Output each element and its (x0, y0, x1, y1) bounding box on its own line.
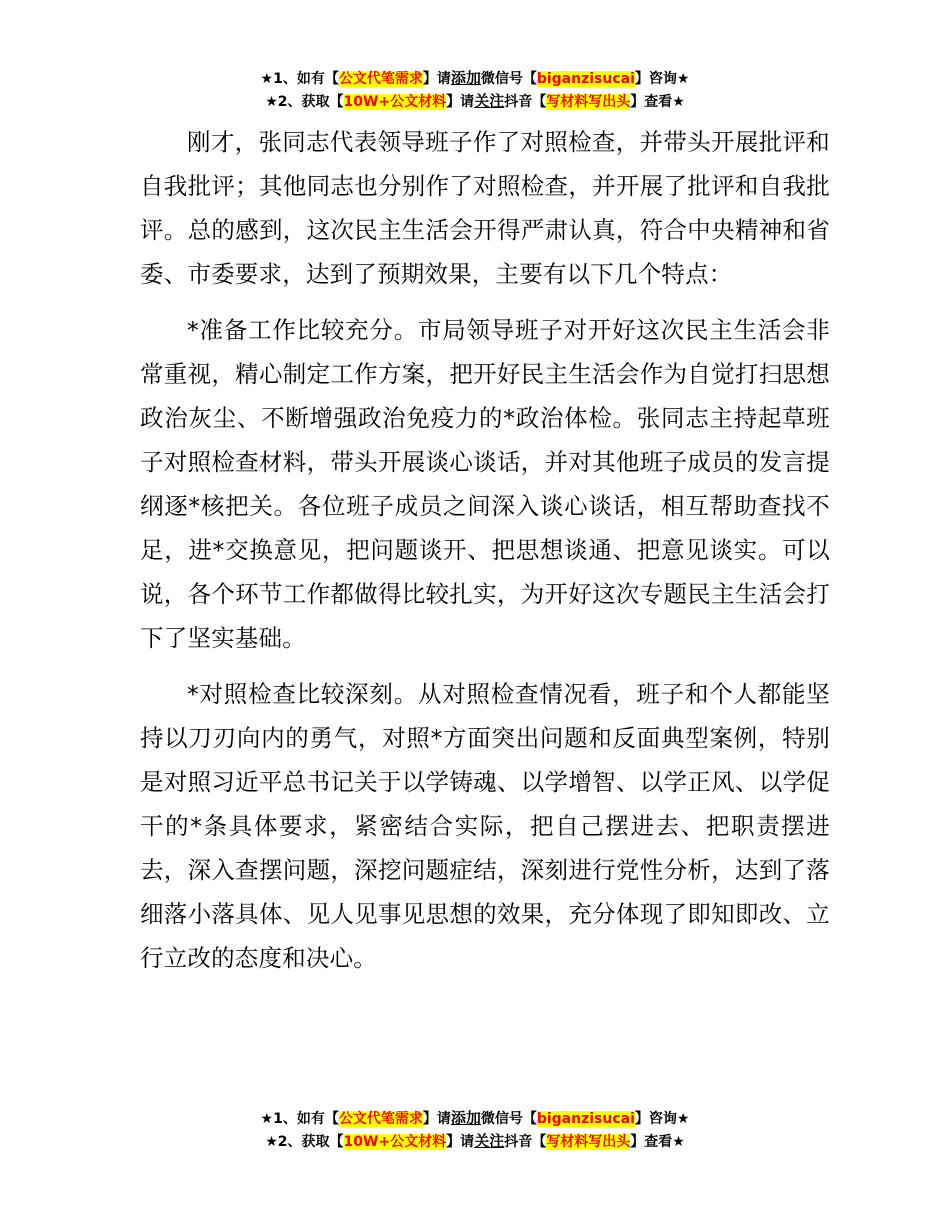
banner-text: 】请 (422, 1111, 451, 1127)
banner-text: ★2、获取【 (265, 94, 344, 110)
highlight-materials: 10W+公文材料 (343, 94, 447, 110)
banner-line-1 (0, 67, 950, 90)
highlight-service: 公文代笔需求 (338, 1111, 423, 1127)
banner-text: 】查看★ (630, 94, 685, 110)
highlight-wechat-id: biganzisucai (536, 1111, 635, 1127)
paragraph-preparation: *准备工作比较充分。市局领导班子对开好这次民主生活会非常重视，精心制定工作方案，把开好民主生活会作为自觉打扫思想政治灰尘、不断增强政治免疫力的*政治体检。张同志主持起草班子对照检查材料，带头开展谈心谈话，并对其他班子成员的发言提纲逐*核把关。各位班子成员之间深入谈心谈话，相互帮助查找不足，进*交换意见，把问题谈开、把思想谈通、把意见谈实。可以说，各个环节工作都做得比较扎实，为开好这次专题民主生活会打下了坚实基础。 (140, 316, 830, 652)
footer-banner (0, 1107, 950, 1153)
document-body (140, 120, 830, 992)
banner-text: 抖音【 (504, 1134, 547, 1150)
banner-emphasis: 添加 (450, 1109, 481, 1127)
banner-text: ★2、获取【 (265, 1134, 344, 1150)
highlight-service: 公文代笔需求 (338, 71, 423, 87)
banner-text: 】咨询★ (634, 71, 690, 87)
banner-line-2 (0, 1130, 950, 1153)
banner-emphasis: 关注 (474, 92, 505, 110)
highlight-douyin: 写材料写出头 (546, 1134, 631, 1150)
banner-line-1 (0, 1107, 950, 1130)
banner-text: 】请 (422, 71, 451, 87)
banner-line-2 (0, 90, 950, 113)
banner-text: 微信号【 (480, 71, 537, 87)
highlight-douyin: 写材料写出头 (546, 94, 631, 110)
paragraph-intro: 刚才，张同志代表领导班子作了对照检查，并带头开展批评和自我批评；其他同志也分别作了对照检查，并开展了批评和自我批评。总的感到，这次民主生活会开得严肃认真，符合中央精神和省委、市委要求，达到了预期效果，主要有以下几个特点： (140, 128, 830, 288)
banner-text: 】查看★ (630, 1134, 685, 1150)
banner-emphasis: 关注 (474, 1132, 505, 1150)
banner-emphasis: 添加 (450, 69, 481, 87)
highlight-materials: 10W+公文材料 (343, 1134, 447, 1150)
banner-text: 抖音【 (504, 94, 547, 110)
banner-text: 微信号【 (480, 1111, 537, 1127)
paragraph-self-examination: *对照检查比较深刻。从对照检查情况看，班子和个人都能坚持以刀刃向内的勇气，对照*方面突出问题和反面典型案例，特别是对照习近平总书记关于以学铸魂、以学增智、以学正风、以学促干的*条具体要求，紧密结合实际，把自己摆进去、把职责摆进去，深入查摆问题，深挖问题症结，深刻进行党性分析，达到了落细落小落具体、见人见事见思想的效果，充分体现了即知即改、立行立改的态度和决心。 (140, 680, 830, 972)
banner-text: 】请 (446, 94, 475, 110)
banner-text: ★1、如有【 (260, 1111, 339, 1127)
banner-text: 】请 (446, 1134, 475, 1150)
highlight-wechat-id: biganzisucai (536, 71, 635, 87)
header-banner (0, 67, 950, 113)
banner-text: ★1、如有【 (260, 71, 339, 87)
banner-text: 】咨询★ (634, 1111, 690, 1127)
